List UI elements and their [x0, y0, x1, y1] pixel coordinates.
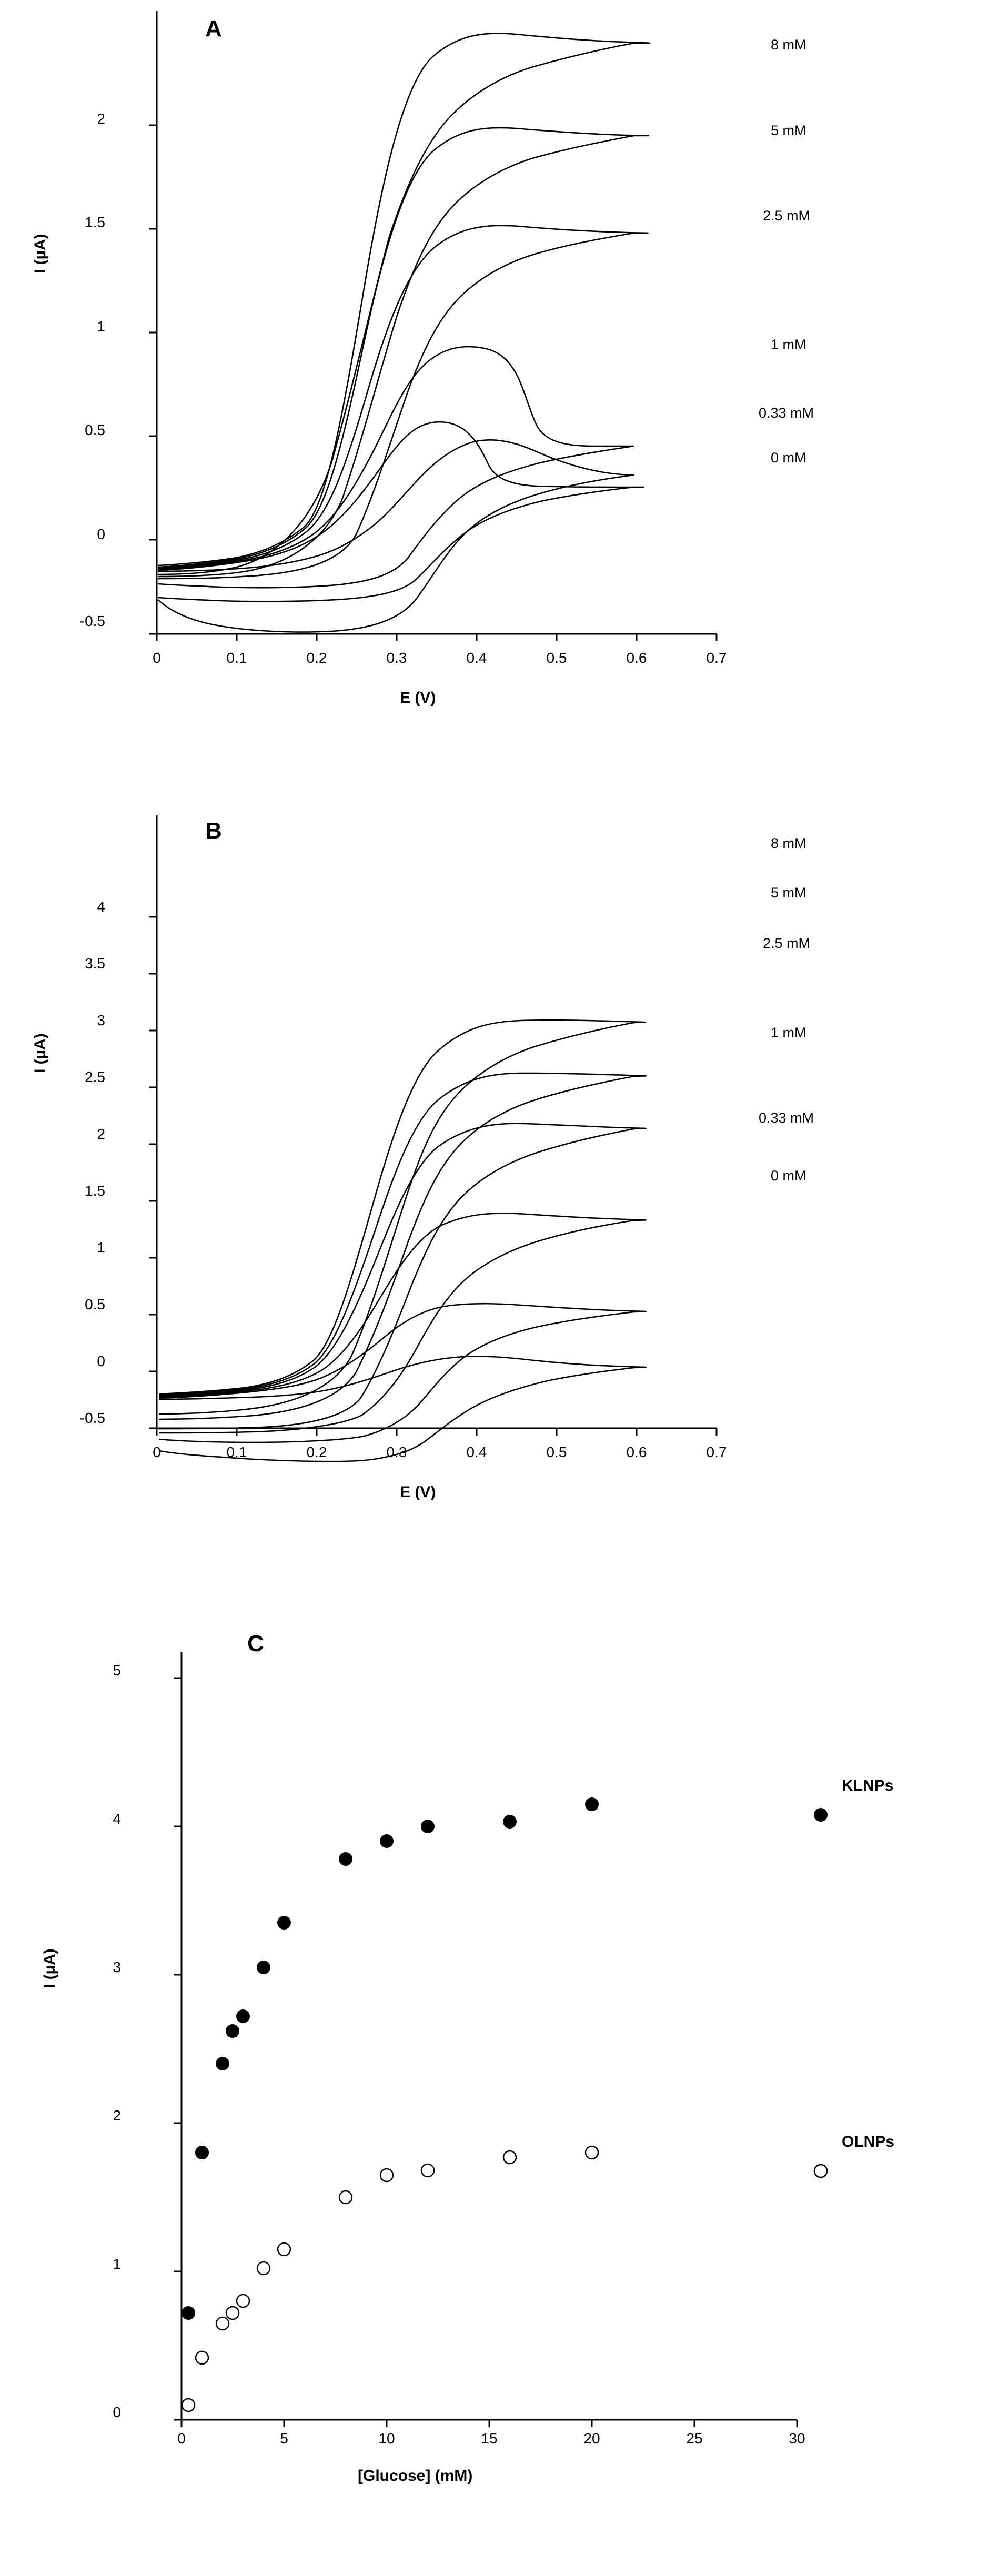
panel-b-ytick-6: 2.5 [85, 1069, 105, 1085]
panel-a-xtick-5: 0.5 [546, 650, 567, 666]
panel-c-ytick-3: 3 [113, 1959, 121, 1975]
panel-c-x-axis-label: [Glucose] (mM) [358, 2467, 473, 2484]
panel-c [0, 1610, 988, 2576]
panel-b-ytick-7: 3 [97, 1012, 105, 1028]
panel-b-curve-label-0p33mM: 0.33 mM [759, 1110, 814, 1126]
panel-a-ytick-0: -0.5 [79, 613, 105, 629]
panel-a-letter: A [205, 16, 222, 42]
panel-b-xtick-2: 0.2 [306, 1444, 327, 1460]
panel-c-ytick-1: 1 [113, 2256, 121, 2272]
panel-b-ytick-4: 1.5 [85, 1183, 105, 1199]
panel-a-y-axis-label: I (µA) [32, 234, 49, 274]
panel-b-curve-label-1mM: 1 mM [771, 1025, 806, 1040]
panel-b-ytick-2: 0.5 [85, 1296, 105, 1312]
panel-c-y-axis-label: I (µA) [41, 1948, 58, 1988]
panel-b-xtick-4: 0.4 [466, 1444, 487, 1460]
panel-c-xtick-3: 15 [481, 2430, 498, 2447]
panel-b [0, 805, 988, 1583]
panel-b-curve-label-0mM: 0 mM [771, 1168, 806, 1184]
panel-b-xtick-0: 0 [153, 1444, 161, 1460]
panel-b-curve-label-8mM: 8 mM [771, 835, 806, 851]
panel-a-curve-label-5mM: 5 mM [771, 123, 806, 138]
panel-b-xtick-6: 0.6 [626, 1444, 647, 1460]
panel-b-ytick-3: 1 [97, 1239, 105, 1256]
panel-b-plot [0, 805, 988, 1478]
panel-c-ytick-2: 2 [113, 2107, 121, 2124]
panel-a-xtick-3: 0.3 [386, 650, 407, 666]
panel-a-ytick-5: 2 [97, 110, 105, 127]
panel-b-curve-label-2p5mM: 2.5 mM [763, 935, 811, 951]
panel-a-ytick-4: 1.5 [85, 214, 105, 230]
panel-b-ytick-8: 3.5 [85, 955, 105, 972]
panel-c-plot [0, 1610, 988, 2451]
series-olnps-points [182, 2146, 827, 2411]
panel-b-xtick-1: 0.1 [226, 1444, 247, 1460]
panel-a-plot [0, 0, 988, 684]
panel-b-xtick-5: 0.5 [546, 1444, 567, 1460]
panel-b-ytick-9: 4 [97, 898, 105, 915]
panel-c-ytick-0: 0 [113, 2404, 121, 2420]
panel-a-curve-label-0mM: 0 mM [771, 450, 806, 466]
panel-b-letter: B [205, 818, 222, 844]
series-klnps-points [182, 1797, 828, 2320]
panel-c-xtick-2: 10 [378, 2430, 395, 2447]
panel-c-series-label-klnps: KLNPs [842, 1777, 894, 1794]
panel-a-ytick-1: 0 [97, 526, 105, 542]
panel-b-y-axis-label: I (µA) [32, 1033, 49, 1073]
panel-b-ytick-5: 2 [97, 1126, 105, 1142]
panel-c-ytick-5: 5 [113, 1662, 121, 1679]
panel-a-ytick-3: 1 [97, 318, 105, 335]
panel-a-xtick-6: 0.6 [626, 650, 647, 666]
panel-c-xtick-5: 25 [686, 2430, 703, 2447]
panel-c-ytick-4: 4 [113, 1811, 121, 1827]
panel-c-letter: C [247, 1631, 264, 1656]
panel-c-xtick-0: 0 [177, 2430, 186, 2447]
panel-b-xtick-3: 0.3 [386, 1444, 407, 1460]
panel-c-xtick-1: 5 [280, 2430, 288, 2447]
panel-a-curve-label-8mM: 8 mM [771, 37, 806, 53]
panel-a-curve-label-2p5mM: 2.5 mM [763, 208, 811, 224]
panel-b-xtick-7: 0.7 [706, 1444, 727, 1460]
panel-c-xtick-4: 20 [583, 2430, 600, 2447]
panel-a-xtick-7: 0.7 [706, 650, 727, 666]
panel-a-ytick-2: 0.5 [85, 422, 105, 438]
panel-a-xtick-2: 0.2 [306, 650, 327, 666]
panel-c-xtick-6: 30 [789, 2430, 805, 2447]
panel-b-x-axis-label: E (V) [400, 1483, 436, 1501]
panel-a [0, 0, 988, 789]
panel-a-xtick-0: 0 [153, 650, 161, 666]
panel-b-ytick-1: 0 [97, 1353, 105, 1369]
panel-a-x-axis-label: E (V) [400, 689, 436, 706]
panel-a-xtick-1: 0.1 [226, 650, 247, 666]
panel-a-curve-label-0p33mM: 0.33 mM [759, 405, 814, 421]
panel-a-xtick-4: 0.4 [466, 650, 487, 666]
panel-c-series-label-olnps: OLNPs [842, 2133, 895, 2150]
panel-a-curve-label-1mM: 1 mM [771, 337, 806, 352]
panel-b-curve-label-5mM: 5 mM [771, 885, 806, 901]
panel-b-ytick-0: -0.5 [79, 1410, 105, 1426]
